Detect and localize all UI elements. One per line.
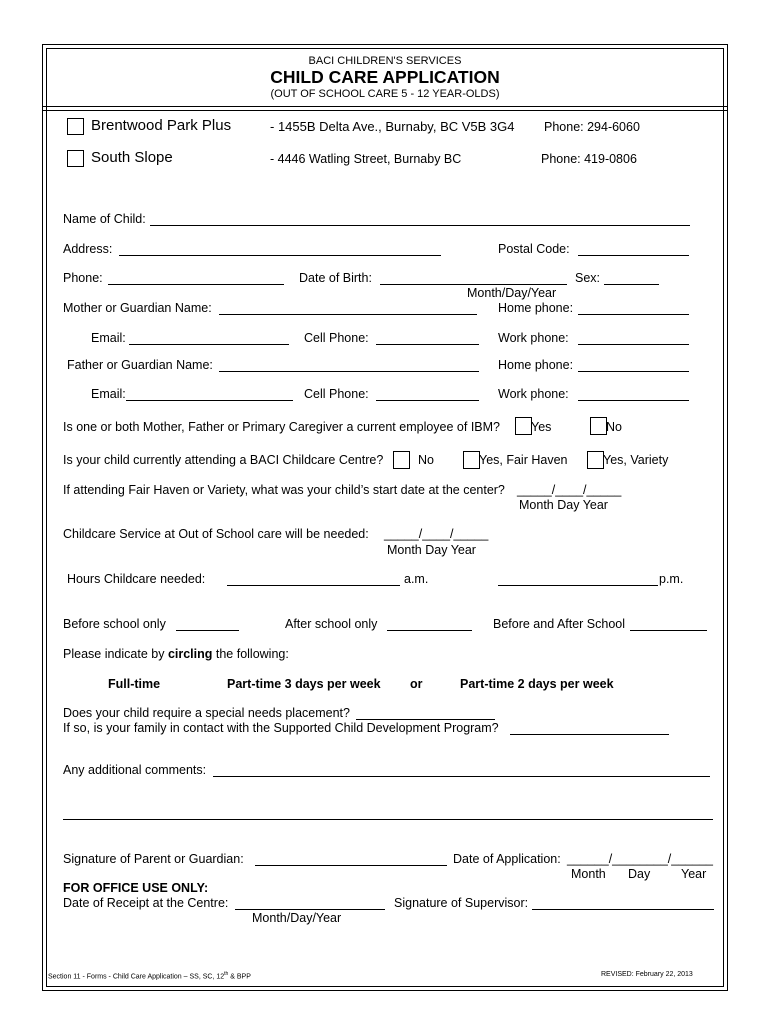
baci-fair-haven-label: Yes, Fair Haven [479, 453, 568, 467]
name-of-child-label: Name of Child: [63, 212, 146, 226]
father-cell-field[interactable] [376, 400, 479, 401]
option-full-time[interactable]: Full-time [108, 677, 161, 691]
mother-cell-label: Cell Phone: [304, 331, 369, 345]
baci-fair-haven-checkbox[interactable] [463, 451, 480, 469]
footer-left-sup: th [224, 971, 229, 977]
baci-no-label: No [418, 453, 434, 467]
comments-field-2[interactable] [63, 819, 713, 820]
father-email-label: Email: [91, 387, 126, 401]
mother-home-phone-field[interactable] [578, 314, 689, 315]
ibm-yes-checkbox[interactable] [515, 417, 532, 435]
circling-suffix: the following: [212, 647, 289, 661]
brentwood-checkbox[interactable] [67, 118, 84, 135]
start-date-field[interactable]: _____/____/_____ [517, 483, 622, 497]
form-title: CHILD CARE APPLICATION [270, 67, 500, 87]
brentwood-address: - 1455B Delta Ave., Burnaby, BC V5B 3G4 [270, 119, 515, 134]
address-field[interactable] [119, 255, 441, 256]
mother-home-phone-label: Home phone: [498, 301, 574, 315]
father-cell-label: Cell Phone: [304, 387, 369, 401]
dob-format-hint: Month/Day/Year [467, 286, 557, 300]
ibm-no-label: No [606, 420, 622, 434]
parent-signature-label: Signature of Parent or Guardian: [63, 852, 244, 866]
date-of-receipt-label: Date of Receipt at the Centre: [63, 896, 229, 910]
mother-cell-field[interactable] [376, 344, 479, 345]
hours-pm-field[interactable] [498, 585, 658, 586]
form-inner-border [46, 48, 724, 987]
supervisor-signature-label: Signature of Supervisor: [394, 896, 529, 910]
phone-label: Phone: [63, 271, 103, 285]
south-slope-address: - 4446 Watling Street, Burnaby BC [270, 152, 462, 166]
date-of-application-field[interactable]: ______/________/______ [567, 852, 713, 866]
option-or: or [410, 677, 423, 691]
footer-section-label [48, 971, 251, 980]
service-date-field[interactable]: _____/____/_____ [384, 527, 489, 541]
mother-work-field[interactable] [578, 344, 689, 345]
father-work-label: Work phone: [498, 387, 569, 401]
brentwood-name: Brentwood Park Plus [91, 117, 232, 134]
dob-field[interactable] [380, 284, 567, 285]
circling-instruction [63, 647, 289, 661]
org-name: BACI CHILDREN'S SERVICES [308, 55, 462, 67]
postal-code-label: Postal Code: [498, 242, 570, 256]
date-app-day: Day [628, 867, 651, 881]
baci-question: Is your child currently attending a BACI Childcare Centre? [63, 453, 384, 467]
hours-pm-label: p.m. [659, 572, 684, 586]
header-divider-2 [42, 110, 728, 111]
sex-field[interactable] [604, 284, 659, 285]
service-date-question: Childcare Service at Out of School care will be needed: [63, 527, 369, 541]
supervisor-signature-field[interactable] [532, 909, 714, 910]
mother-name-label: Mother or Guardian Name: [63, 301, 212, 315]
dob-label: Date of Birth: [299, 271, 372, 285]
baci-variety-label: Yes, Variety [603, 453, 669, 467]
circling-prefix: Please indicate by [63, 647, 168, 661]
father-name-label: Father or Guardian Name: [67, 358, 213, 372]
baci-no-checkbox[interactable] [393, 451, 410, 469]
address-label: Address: [63, 242, 113, 256]
baci-variety-checkbox[interactable] [587, 451, 604, 469]
ibm-no-checkbox[interactable] [590, 417, 607, 435]
special-needs-question: Does your child require a special needs placement? [63, 706, 350, 720]
ibm-question: Is one or both Mother, Father or Primary Caregiver a current employee of IBM? [63, 420, 500, 434]
mother-name-field[interactable] [219, 314, 477, 315]
before-school-label: Before school only [63, 617, 166, 631]
postal-code-field[interactable] [578, 255, 689, 256]
header-divider [42, 106, 728, 107]
option-part-time-3[interactable]: Part-time 3 days per week [227, 677, 381, 691]
scdp-question: If so, is your family in contact with the Supported Child Development Program? [63, 721, 499, 735]
date-of-receipt-format: Month/Day/Year [252, 911, 342, 925]
hours-am-field[interactable] [227, 585, 400, 586]
option-part-time-2[interactable]: Part-time 2 days per week [460, 677, 614, 691]
before-school-field[interactable] [176, 630, 239, 631]
father-name-field[interactable] [219, 371, 479, 372]
circling-word: circling [167, 647, 213, 661]
south-slope-phone: Phone: 419-0806 [541, 152, 637, 166]
scdp-field[interactable] [510, 734, 669, 735]
hours-label: Hours Childcare needed: [67, 572, 206, 586]
parent-signature-field[interactable] [255, 865, 447, 866]
comments-label: Any additional comments: [63, 763, 207, 777]
before-after-label: Before and After School [493, 617, 626, 631]
father-work-field[interactable] [578, 400, 689, 401]
before-after-field[interactable] [630, 630, 707, 631]
date-app-month: Month [571, 867, 606, 881]
father-home-phone-label: Home phone: [498, 358, 574, 372]
date-app-year: Year [681, 867, 707, 881]
ibm-yes-label: Yes [531, 420, 552, 434]
brentwood-phone: Phone: 294-6060 [544, 120, 640, 134]
hours-am-label: a.m. [404, 572, 429, 586]
phone-field[interactable] [108, 284, 284, 285]
father-home-phone-field[interactable] [578, 371, 689, 372]
south-slope-checkbox[interactable] [67, 150, 84, 167]
after-school-field[interactable] [387, 630, 472, 631]
south-slope-name: South Slope [91, 149, 173, 166]
service-date-format: Month Day Year [387, 543, 476, 557]
start-date-format: Month Day Year [519, 498, 608, 512]
mother-work-label: Work phone: [498, 331, 569, 345]
form-subtitle: (OUT OF SCHOOL CARE 5 - 12 YEAR-OLDS) [270, 88, 500, 100]
date-of-receipt-field[interactable] [235, 909, 385, 910]
start-date-question: If attending Fair Haven or Variety, what was your child’s start date at the center? [63, 483, 505, 497]
mother-email-field[interactable] [129, 344, 289, 345]
name-of-child-field[interactable] [150, 225, 690, 226]
comments-field[interactable] [213, 776, 710, 777]
date-of-application-label: Date of Application: [453, 852, 561, 866]
footer-left-a: Section 11 - Forms - Child Care Application – SS, SC, 12 [48, 973, 225, 981]
after-school-label: After school only [285, 617, 378, 631]
special-needs-field[interactable] [356, 719, 495, 720]
father-email-field[interactable] [126, 400, 293, 401]
footer-revised-date: REVISED: February 22, 2013 [601, 971, 693, 978]
mother-email-label: Email: [91, 331, 126, 345]
footer-left-b: & BPP [228, 973, 251, 981]
office-use-title: FOR OFFICE USE ONLY: [63, 881, 209, 895]
sex-label: Sex: [575, 271, 601, 285]
